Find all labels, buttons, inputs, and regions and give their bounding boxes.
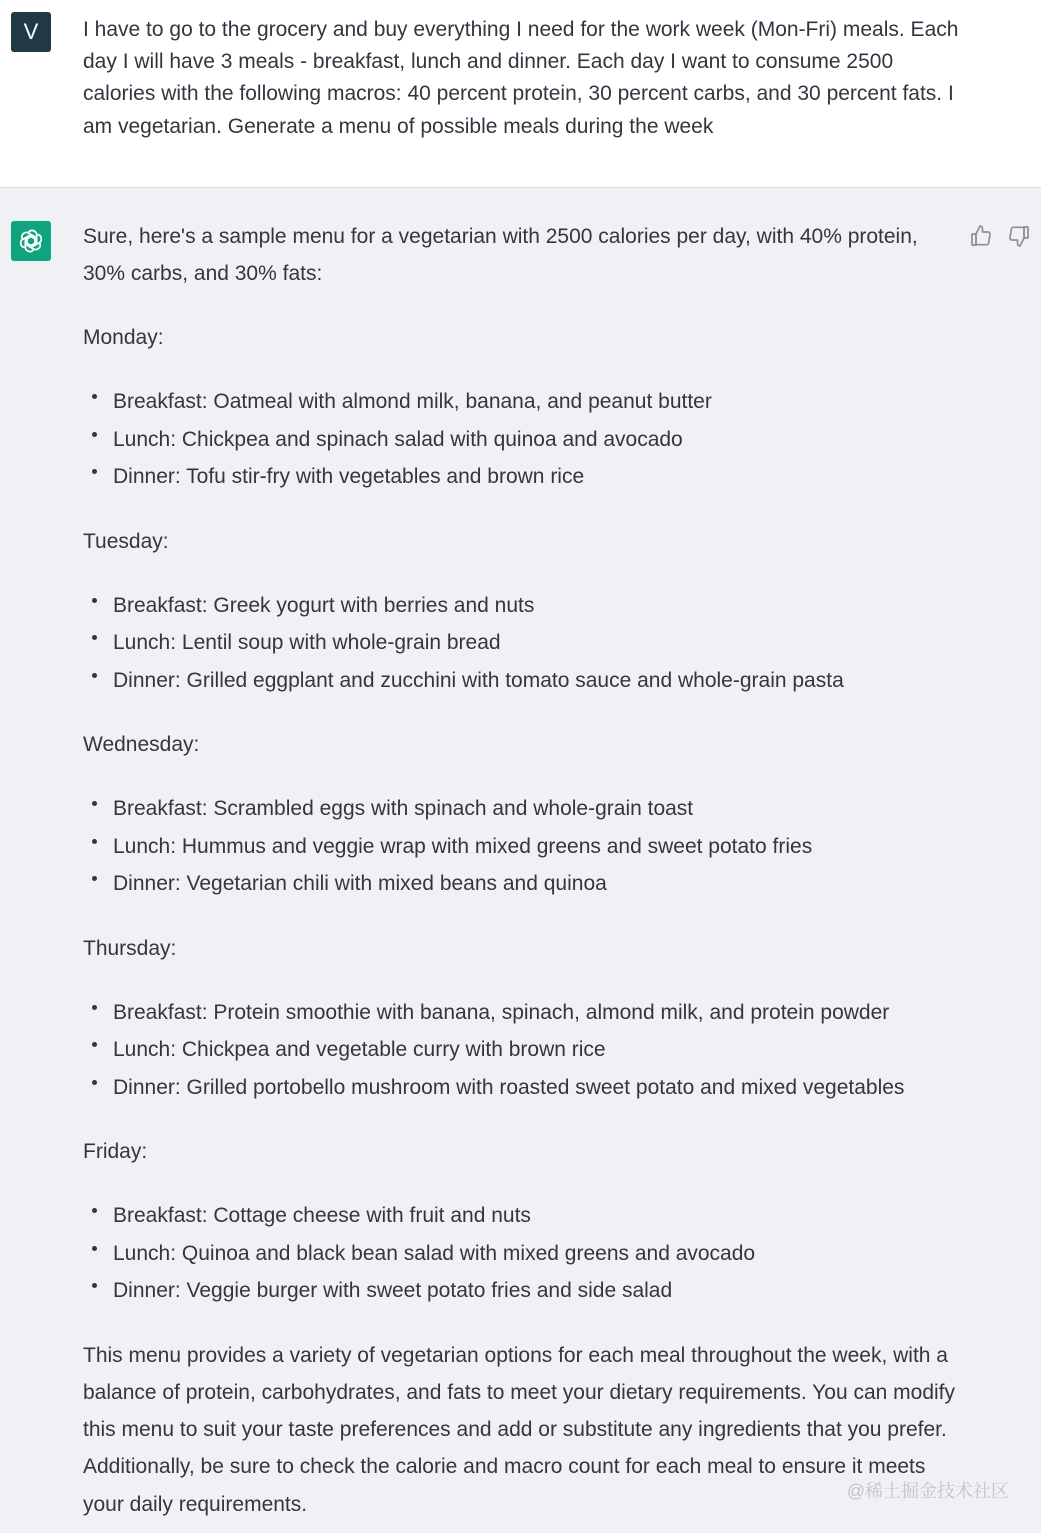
list-item: Breakfast: Scrambled eggs with spinach and whole-grain toast <box>83 790 963 828</box>
list-item: Dinner: Grilled eggplant and zucchini with tomato sauce and whole-grain pasta <box>83 662 963 700</box>
watermark-text: @稀土掘金技术社区 <box>846 1481 1009 1501</box>
day-heading-monday: Monday: <box>83 326 164 349</box>
user-avatar: V <box>11 12 51 52</box>
assistant-intro: Sure, here's a sample menu for a vegetarian with 2500 calories per day, with 40% protein, 30% carbs, and 30% fats: <box>83 225 918 285</box>
feedback-buttons <box>969 224 1031 248</box>
meal-list-friday <box>83 1197 963 1310</box>
list-item: Lunch: Chickpea and vegetable curry with brown rice <box>83 1031 963 1069</box>
thumbs-up-icon[interactable] <box>969 224 993 248</box>
meal-list-thursday <box>83 994 963 1107</box>
day-heading-friday: Friday: <box>83 1140 148 1163</box>
list-item: Lunch: Chickpea and spinach salad with quinoa and avocado <box>83 421 963 459</box>
list-item: Breakfast: Oatmeal with almond milk, banana, and peanut butter <box>83 383 963 421</box>
day-heading-wednesday: Wednesday: <box>83 733 200 756</box>
list-item: Breakfast: Protein smoothie with banana, spinach, almond milk, and protein powder <box>83 994 963 1032</box>
day-heading-thursday: Thursday: <box>83 936 177 960</box>
meal-list-tuesday <box>83 587 963 700</box>
openai-logo-icon <box>11 221 51 261</box>
meal-list-wednesday <box>83 790 963 903</box>
list-item: Lunch: Quinoa and black bean salad with mixed greens and avocado <box>83 1235 963 1273</box>
list-item: Lunch: Lentil soup with whole-grain bread <box>83 624 963 662</box>
list-item: Dinner: Veggie burger with sweet potato fries and side salad <box>83 1272 963 1310</box>
user-message-turn <box>0 0 1041 188</box>
list-item: Dinner: Grilled portobello mushroom with roasted sweet potato and mixed vegetables <box>83 1069 963 1107</box>
meal-list-monday <box>83 383 963 496</box>
list-item: Lunch: Hummus and veggie wrap with mixed greens and sweet potato fries <box>83 828 963 866</box>
assistant-closing: This menu provides a variety of vegetarian options for each meal throughout the week, with a balance of protein, carbohydrates, and fats to meet your dietary requirements. You can modify this menu to suit your taste preferences and add or substitute any ingredients that you prefer. Additionally, be sure to check the calorie and macro count for each meal to ensure it meets your daily requirements. <box>83 1343 956 1516</box>
assistant-message-text <box>83 218 963 1523</box>
list-item: Dinner: Tofu stir-fry with vegetables and brown rice <box>83 458 963 496</box>
thumbs-down-icon[interactable] <box>1007 224 1031 248</box>
day-heading-tuesday: Tuesday: <box>83 529 169 553</box>
user-message-text: I have to go to the grocery and buy everything I need for the work week (Mon-Fri) meals. Each day I will have 3 meals - breakfast, lunch and dinner. Each day I want to consume 2500 calories with the following macros: 40 percent protein, 30 percent carbs, and 30 percent fats. I am vegetarian. Generate a menu of possible meals during the week <box>83 18 959 138</box>
list-item: Breakfast: Greek yogurt with berries and nuts <box>83 587 963 625</box>
list-item: Breakfast: Cottage cheese with fruit and nuts <box>83 1197 963 1235</box>
assistant-message-turn <box>0 188 1041 1533</box>
list-item: Dinner: Vegetarian chili with mixed beans and quinoa <box>83 865 963 903</box>
